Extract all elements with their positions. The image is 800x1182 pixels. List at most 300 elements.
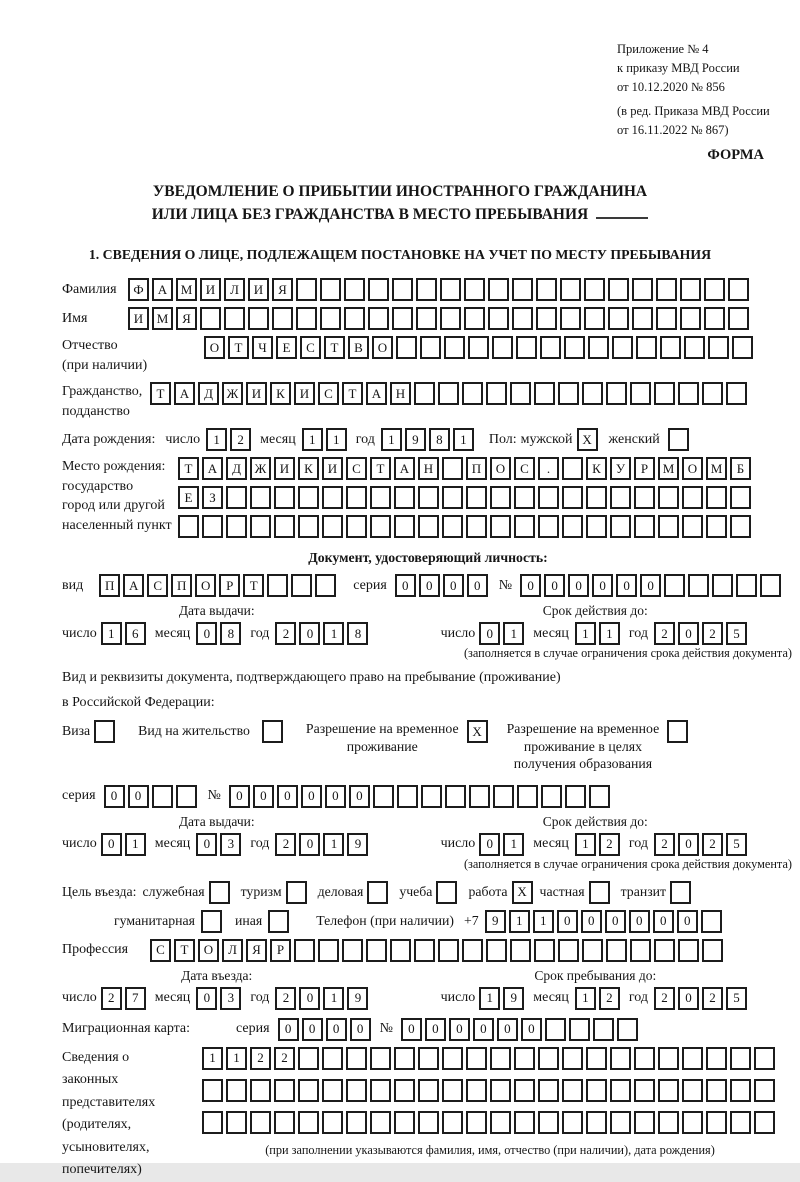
char-cell[interactable] (682, 486, 703, 509)
char-cell[interactable]: 1 (226, 1047, 247, 1070)
char-cell[interactable] (392, 278, 413, 301)
char-cell[interactable]: 1 (503, 833, 524, 856)
char-cell[interactable] (612, 336, 633, 359)
char-cell[interactable]: 2 (599, 987, 620, 1010)
char-cell[interactable] (704, 307, 725, 330)
char-cell[interactable] (298, 1079, 319, 1102)
char-cell[interactable] (558, 939, 579, 962)
char-cell[interactable] (320, 278, 341, 301)
char-cell[interactable]: 0 (350, 1018, 371, 1041)
char-cell[interactable]: 0 (677, 910, 698, 933)
char-cell[interactable] (678, 939, 699, 962)
char-cell[interactable]: С (346, 457, 367, 480)
char-cell[interactable] (318, 939, 339, 962)
char-cell[interactable]: М (706, 457, 727, 480)
char-cell[interactable] (541, 785, 562, 808)
char-cell[interactable]: Р (270, 939, 291, 962)
char-cell[interactable]: 0 (467, 574, 488, 597)
char-cell[interactable] (610, 1079, 631, 1102)
char-cell[interactable]: 2 (275, 987, 296, 1010)
char-cell[interactable]: И (322, 457, 343, 480)
char-cell[interactable] (322, 1111, 343, 1134)
char-cell[interactable]: 0 (581, 910, 602, 933)
char-cell[interactable]: С (300, 336, 321, 359)
char-cell[interactable] (730, 515, 751, 538)
char-cell[interactable] (346, 515, 367, 538)
char-cell[interactable] (394, 515, 415, 538)
char-cell[interactable] (562, 486, 583, 509)
char-cell[interactable] (368, 278, 389, 301)
char-cell[interactable] (490, 1047, 511, 1070)
char-cell[interactable] (442, 1047, 463, 1070)
char-cell[interactable]: 1 (575, 622, 596, 645)
char-cell[interactable] (706, 486, 727, 509)
validity-day-cells[interactable] (479, 622, 527, 645)
char-cell[interactable]: Ч (252, 336, 273, 359)
char-cell[interactable]: 0 (479, 833, 500, 856)
char-cell[interactable]: 0 (299, 987, 320, 1010)
char-cell[interactable]: 2 (654, 833, 675, 856)
char-cell[interactable]: Е (178, 486, 199, 509)
char-cell[interactable]: 0 (678, 987, 699, 1010)
char-cell[interactable] (394, 486, 415, 509)
char-cell[interactable] (589, 881, 610, 904)
residence-permit-checkbox[interactable] (262, 720, 286, 743)
char-cell[interactable] (516, 336, 537, 359)
char-cell[interactable] (545, 1018, 566, 1041)
char-cell[interactable]: X (577, 428, 598, 451)
char-cell[interactable]: Ф (128, 278, 149, 301)
issue-year-cells[interactable] (275, 622, 371, 645)
char-cell[interactable] (728, 278, 749, 301)
char-cell[interactable] (368, 307, 389, 330)
char-cell[interactable] (466, 515, 487, 538)
edu-residence-permit-checkbox[interactable] (667, 720, 691, 743)
char-cell[interactable]: С (318, 382, 339, 405)
char-cell[interactable] (704, 278, 725, 301)
char-cell[interactable] (466, 1079, 487, 1102)
char-cell[interactable]: 0 (326, 1018, 347, 1041)
char-cell[interactable] (680, 278, 701, 301)
char-cell[interactable] (421, 785, 442, 808)
char-cell[interactable] (370, 1111, 391, 1134)
char-cell[interactable]: X (512, 881, 533, 904)
char-cell[interactable] (706, 1111, 727, 1134)
char-cell[interactable] (538, 515, 559, 538)
char-cell[interactable]: Л (222, 939, 243, 962)
char-cell[interactable] (654, 382, 675, 405)
char-cell[interactable] (667, 720, 688, 743)
char-cell[interactable] (322, 1047, 343, 1070)
char-cell[interactable]: 0 (196, 622, 217, 645)
char-cell[interactable]: К (270, 382, 291, 405)
char-cell[interactable]: 6 (125, 622, 146, 645)
char-cell[interactable] (315, 574, 336, 597)
char-cell[interactable]: О (490, 457, 511, 480)
char-cell[interactable] (606, 939, 627, 962)
char-cell[interactable]: Л (224, 278, 245, 301)
char-cell[interactable]: 1 (453, 428, 474, 451)
char-cell[interactable] (656, 307, 677, 330)
birth-place-row1-cells[interactable] (178, 457, 754, 480)
char-cell[interactable] (397, 785, 418, 808)
char-cell[interactable] (534, 382, 555, 405)
char-cell[interactable]: 0 (196, 987, 217, 1010)
char-cell[interactable]: 0 (473, 1018, 494, 1041)
purpose-private-checkbox[interactable] (589, 881, 613, 904)
char-cell[interactable] (296, 278, 317, 301)
char-cell[interactable] (564, 336, 585, 359)
char-cell[interactable] (630, 939, 651, 962)
char-cell[interactable]: 1 (323, 987, 344, 1010)
char-cell[interactable]: И (246, 382, 267, 405)
char-cell[interactable] (660, 336, 681, 359)
char-cell[interactable]: 0 (653, 910, 674, 933)
birth-place-row2-cells[interactable] (178, 486, 754, 509)
char-cell[interactable]: 0 (605, 910, 626, 933)
char-cell[interactable] (514, 1111, 535, 1134)
char-cell[interactable] (728, 307, 749, 330)
char-cell[interactable] (418, 515, 439, 538)
char-cell[interactable] (730, 1047, 751, 1070)
char-cell[interactable]: 1 (479, 987, 500, 1010)
char-cell[interactable]: Б (730, 457, 751, 480)
char-cell[interactable] (610, 1111, 631, 1134)
char-cell[interactable] (346, 1047, 367, 1070)
char-cell[interactable] (517, 785, 538, 808)
char-cell[interactable] (560, 307, 581, 330)
char-cell[interactable]: П (99, 574, 120, 597)
purpose-transit-checkbox[interactable] (670, 881, 694, 904)
female-checkbox[interactable] (668, 428, 692, 451)
char-cell[interactable] (630, 382, 651, 405)
char-cell[interactable]: 8 (429, 428, 450, 451)
char-cell[interactable] (442, 515, 463, 538)
char-cell[interactable] (420, 336, 441, 359)
char-cell[interactable] (636, 336, 657, 359)
char-cell[interactable]: И (128, 307, 149, 330)
char-cell[interactable] (367, 881, 388, 904)
char-cell[interactable]: 0 (101, 833, 122, 856)
char-cell[interactable]: 0 (278, 1018, 299, 1041)
char-cell[interactable] (562, 457, 583, 480)
char-cell[interactable] (558, 382, 579, 405)
char-cell[interactable] (416, 307, 437, 330)
char-cell[interactable] (268, 910, 289, 933)
char-cell[interactable] (586, 1047, 607, 1070)
char-cell[interactable] (658, 1047, 679, 1070)
char-cell[interactable] (202, 1079, 223, 1102)
char-cell[interactable]: 0 (521, 1018, 542, 1041)
char-cell[interactable]: 0 (640, 574, 661, 597)
char-cell[interactable]: 2 (275, 833, 296, 856)
char-cell[interactable] (344, 278, 365, 301)
rvp-issue-month-cells[interactable] (196, 833, 244, 856)
char-cell[interactable] (588, 336, 609, 359)
char-cell[interactable] (565, 785, 586, 808)
rvp-number-cells[interactable] (229, 785, 613, 808)
char-cell[interactable]: 1 (509, 910, 530, 933)
birth-year-cells[interactable] (381, 428, 477, 451)
stay-month-cells[interactable] (575, 987, 623, 1010)
char-cell[interactable] (274, 486, 295, 509)
given-name-cells[interactable] (128, 307, 752, 330)
char-cell[interactable] (370, 515, 391, 538)
char-cell[interactable] (202, 515, 223, 538)
char-cell[interactable] (418, 1047, 439, 1070)
char-cell[interactable]: И (248, 278, 269, 301)
char-cell[interactable]: Т (324, 336, 345, 359)
char-cell[interactable] (250, 1111, 271, 1134)
char-cell[interactable] (634, 1079, 655, 1102)
char-cell[interactable] (702, 382, 723, 405)
char-cell[interactable]: Т (228, 336, 249, 359)
char-cell[interactable]: 9 (503, 987, 524, 1010)
char-cell[interactable]: 3 (220, 833, 241, 856)
char-cell[interactable]: 5 (726, 622, 747, 645)
char-cell[interactable] (586, 1079, 607, 1102)
char-cell[interactable] (634, 1111, 655, 1134)
char-cell[interactable] (634, 515, 655, 538)
char-cell[interactable]: Е (276, 336, 297, 359)
char-cell[interactable] (540, 336, 561, 359)
char-cell[interactable] (224, 307, 245, 330)
doc-type-cells[interactable] (99, 574, 339, 597)
char-cell[interactable] (250, 515, 271, 538)
char-cell[interactable] (730, 486, 751, 509)
purpose-tourism-checkbox[interactable] (286, 881, 310, 904)
char-cell[interactable] (490, 1079, 511, 1102)
char-cell[interactable] (298, 486, 319, 509)
char-cell[interactable]: 1 (575, 833, 596, 856)
char-cell[interactable]: 1 (323, 833, 344, 856)
char-cell[interactable]: 2 (599, 833, 620, 856)
char-cell[interactable]: П (171, 574, 192, 597)
char-cell[interactable] (442, 1111, 463, 1134)
char-cell[interactable] (584, 278, 605, 301)
char-cell[interactable] (442, 457, 463, 480)
char-cell[interactable]: Т (150, 382, 171, 405)
char-cell[interactable]: 0 (196, 833, 217, 856)
char-cell[interactable] (632, 307, 653, 330)
purpose-other-checkbox[interactable] (268, 910, 292, 933)
char-cell[interactable] (396, 336, 417, 359)
char-cell[interactable]: 1 (125, 833, 146, 856)
char-cell[interactable] (442, 486, 463, 509)
char-cell[interactable]: 0 (299, 622, 320, 645)
char-cell[interactable] (445, 785, 466, 808)
char-cell[interactable]: 0 (419, 574, 440, 597)
char-cell[interactable]: 9 (347, 987, 368, 1010)
char-cell[interactable]: 0 (616, 574, 637, 597)
char-cell[interactable] (656, 278, 677, 301)
char-cell[interactable]: 0 (253, 785, 274, 808)
purpose-business-checkbox[interactable] (367, 881, 391, 904)
stay-year-cells[interactable] (654, 987, 750, 1010)
char-cell[interactable]: Р (634, 457, 655, 480)
char-cell[interactable] (658, 1079, 679, 1102)
char-cell[interactable] (586, 1111, 607, 1134)
char-cell[interactable]: У (610, 457, 631, 480)
char-cell[interactable]: З (202, 486, 223, 509)
char-cell[interactable]: 2 (654, 622, 675, 645)
char-cell[interactable] (468, 336, 489, 359)
mc-number-cells[interactable] (401, 1018, 641, 1041)
char-cell[interactable] (682, 1047, 703, 1070)
char-cell[interactable]: 5 (726, 987, 747, 1010)
char-cell[interactable]: Т (342, 382, 363, 405)
char-cell[interactable] (322, 1079, 343, 1102)
char-cell[interactable] (373, 785, 394, 808)
char-cell[interactable] (678, 382, 699, 405)
char-cell[interactable]: О (198, 939, 219, 962)
char-cell[interactable] (370, 1047, 391, 1070)
citizenship-cells[interactable] (150, 382, 750, 405)
char-cell[interactable] (617, 1018, 638, 1041)
issue-day-cells[interactable] (101, 622, 149, 645)
char-cell[interactable] (658, 1111, 679, 1134)
char-cell[interactable] (274, 515, 295, 538)
char-cell[interactable]: С (147, 574, 168, 597)
rvp-series-cells[interactable] (104, 785, 200, 808)
char-cell[interactable]: 1 (326, 428, 347, 451)
char-cell[interactable] (730, 1079, 751, 1102)
char-cell[interactable] (754, 1079, 775, 1102)
char-cell[interactable]: 2 (702, 987, 723, 1010)
char-cell[interactable]: 0 (592, 574, 613, 597)
char-cell[interactable] (226, 1111, 247, 1134)
char-cell[interactable] (562, 1047, 583, 1070)
char-cell[interactable] (152, 785, 173, 808)
char-cell[interactable]: 5 (726, 833, 747, 856)
char-cell[interactable]: 0 (128, 785, 149, 808)
temp-residence-permit-checkbox[interactable] (467, 720, 491, 743)
char-cell[interactable] (490, 1111, 511, 1134)
char-cell[interactable] (736, 574, 757, 597)
char-cell[interactable] (538, 1079, 559, 1102)
char-cell[interactable]: 2 (250, 1047, 271, 1070)
char-cell[interactable] (414, 939, 435, 962)
char-cell[interactable] (606, 382, 627, 405)
char-cell[interactable] (536, 307, 557, 330)
char-cell[interactable]: 0 (443, 574, 464, 597)
phone-cells[interactable] (485, 910, 725, 933)
char-cell[interactable] (298, 1111, 319, 1134)
char-cell[interactable]: 9 (405, 428, 426, 451)
char-cell[interactable] (510, 382, 531, 405)
char-cell[interactable] (682, 515, 703, 538)
patronymic-cells[interactable] (204, 336, 756, 359)
char-cell[interactable] (469, 785, 490, 808)
rvp-validity-day-cells[interactable] (479, 833, 527, 856)
char-cell[interactable] (654, 939, 675, 962)
char-cell[interactable]: Н (390, 382, 411, 405)
char-cell[interactable]: 0 (557, 910, 578, 933)
char-cell[interactable]: Д (226, 457, 247, 480)
char-cell[interactable]: 2 (702, 833, 723, 856)
legal-reps-row3-cells[interactable] (202, 1111, 778, 1134)
char-cell[interactable] (202, 1111, 223, 1134)
char-cell[interactable]: 0 (395, 574, 416, 597)
char-cell[interactable] (201, 910, 222, 933)
char-cell[interactable]: 1 (101, 622, 122, 645)
char-cell[interactable] (608, 278, 629, 301)
char-cell[interactable] (322, 515, 343, 538)
char-cell[interactable]: Т (243, 574, 264, 597)
char-cell[interactable] (346, 1111, 367, 1134)
char-cell[interactable] (732, 336, 753, 359)
char-cell[interactable] (414, 382, 435, 405)
char-cell[interactable] (438, 382, 459, 405)
char-cell[interactable]: В (348, 336, 369, 359)
char-cell[interactable] (248, 307, 269, 330)
char-cell[interactable] (538, 1047, 559, 1070)
doc-number-cells[interactable] (520, 574, 784, 597)
char-cell[interactable]: 0 (299, 833, 320, 856)
char-cell[interactable] (754, 1111, 775, 1134)
char-cell[interactable] (634, 1047, 655, 1070)
char-cell[interactable] (262, 720, 283, 743)
char-cell[interactable]: 2 (275, 622, 296, 645)
char-cell[interactable]: 0 (678, 833, 699, 856)
char-cell[interactable]: О (195, 574, 216, 597)
char-cell[interactable]: А (123, 574, 144, 597)
male-checkbox[interactable] (577, 428, 601, 451)
char-cell[interactable]: 0 (302, 1018, 323, 1041)
char-cell[interactable]: 9 (347, 833, 368, 856)
char-cell[interactable] (274, 1079, 295, 1102)
char-cell[interactable]: А (394, 457, 415, 480)
char-cell[interactable] (610, 515, 631, 538)
char-cell[interactable] (226, 1079, 247, 1102)
char-cell[interactable] (688, 574, 709, 597)
char-cell[interactable] (712, 574, 733, 597)
visa-checkbox[interactable] (94, 720, 118, 743)
char-cell[interactable]: Н (418, 457, 439, 480)
char-cell[interactable] (760, 574, 781, 597)
char-cell[interactable] (706, 515, 727, 538)
char-cell[interactable] (486, 939, 507, 962)
char-cell[interactable] (670, 881, 691, 904)
char-cell[interactable]: М (176, 278, 197, 301)
surname-cells[interactable] (128, 278, 752, 301)
doc-series-cells[interactable] (395, 574, 491, 597)
char-cell[interactable] (440, 278, 461, 301)
char-cell[interactable]: 0 (629, 910, 650, 933)
char-cell[interactable]: Ж (250, 457, 271, 480)
char-cell[interactable]: 8 (220, 622, 241, 645)
char-cell[interactable] (436, 881, 457, 904)
char-cell[interactable] (632, 278, 653, 301)
char-cell[interactable] (226, 515, 247, 538)
char-cell[interactable]: . (538, 457, 559, 480)
char-cell[interactable] (562, 515, 583, 538)
char-cell[interactable] (250, 486, 271, 509)
char-cell[interactable] (394, 1047, 415, 1070)
char-cell[interactable]: С (514, 457, 535, 480)
issue-month-cells[interactable] (196, 622, 244, 645)
char-cell[interactable] (562, 1079, 583, 1102)
char-cell[interactable] (346, 486, 367, 509)
char-cell[interactable] (440, 307, 461, 330)
char-cell[interactable]: 9 (485, 910, 506, 933)
char-cell[interactable] (490, 515, 511, 538)
rvp-issue-day-cells[interactable] (101, 833, 149, 856)
char-cell[interactable]: 0 (568, 574, 589, 597)
char-cell[interactable]: Д (198, 382, 219, 405)
rvp-validity-month-cells[interactable] (575, 833, 623, 856)
char-cell[interactable]: 1 (533, 910, 554, 933)
